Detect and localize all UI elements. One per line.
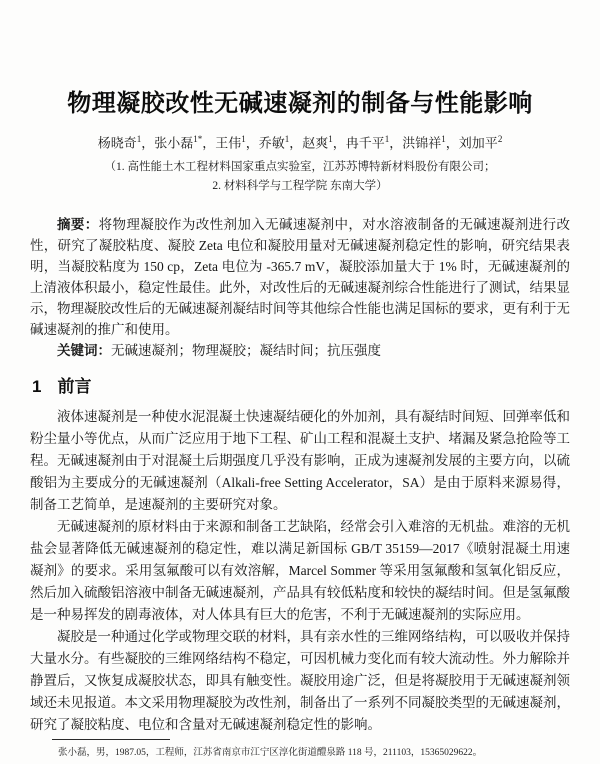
author: ，洪锦祥 (389, 135, 442, 151)
footnote-block (30, 731, 570, 760)
author: ，张小磊 (141, 135, 194, 151)
author: 杨晓奇 (97, 135, 137, 151)
footnote-text: 张小磊，男，1987.05，工程师，江苏省南京市江宁区淳化街道醴泉路 118 号，211103，15365029622。 (58, 748, 483, 758)
author: ，乔敏 (245, 135, 285, 151)
author-superscript: 1 (328, 134, 333, 144)
footnote-rule (52, 739, 170, 740)
affiliation-line-2: 2. 材料科学与工程学院 东南大学） (212, 180, 388, 193)
author-list (30, 128, 570, 154)
affiliation-line-1: （1. 高性能土木工程材料国家重点实验室，江苏苏博特新材料股份有限公司； (104, 161, 496, 174)
author-superscript: 1 (136, 134, 142, 144)
author-superscript: 2 (497, 134, 503, 144)
intro-paragraph-1: 液体速凝剂是一种使水泥混凝土快速凝结硬化的外加剂，具有凝结时间短、回弹率低和粉尘量小等优点，从而广泛应用于地下工程、矿山工程和混凝土支护、堵漏及紧急抢险等工程。无碱速凝剂由于对混凝土后期强度几乎没有影响，正成为速凝剂发展的主要方向，以硫酸铝为主要成分的无碱速凝剂（Alkali-free Setting Accelerator，SA）是由于原料来源易得，制备工艺简单，是速凝剂的主要研究对象。 (30, 409, 570, 513)
author: ，冉千平 (332, 135, 385, 151)
author: ，刘加平 (445, 135, 498, 151)
section-number: 1 (32, 377, 42, 397)
keywords-line (30, 340, 570, 361)
abstract-paragraph (30, 214, 570, 340)
abstract-text: 将物理凝胶作为改性剂加入无碱速凝剂中，对水溶液制备的无碱速凝剂进行改性，研究了凝胶粘度、凝胶 Zeta 电位和凝胶用量对无碱速凝剂稳定性的影响，研究结果表明，当凝胶粘度为 150 cp，Zeta 电位为 -365.7 mV，凝胶添加量大于 1% 时，无碱速凝剂的上清液体积最小，稳定性最佳。此外，对改性后的无碱速凝剂综合性能进行了测试，结果显示，物理凝胶改性后的无碱速凝剂凝结时间等其他综合性能也满足国标的要求，更有利于无碱速凝剂的推广和使用。 (30, 217, 570, 338)
intro-paragraph-2: 无碱速凝剂的原材料由于来源和制备工艺缺陷，经常会引入难溶的无机盐。难溶的无机盐会显著降低无碱速凝剂的稳定性，难以满足新国标 GB/T 35159—2017《喷射混凝土用速凝剂》的要求。采用氢氟酸可以有效溶解，Marcel Sommer 等采用氢氟酸和氢氧化铝反应，然后加入硫酸铝溶液中制备无碱速凝剂，产品具有较低粘度和较快的凝结时间。但是氢氟酸是一种易挥发的剧毒液体，对人体具有巨大的危害，不利于无碱速凝剂的实际应用。 (30, 519, 570, 623)
author-superscript: 1 (241, 134, 246, 144)
author-superscript: 1 (384, 134, 390, 144)
keywords-text: 无碱速凝剂；物理凝胶；凝结时间；抗压强度 (111, 343, 381, 359)
intro-paragraph-3: 凝胶是一种通过化学或物理交联的材料，具有亲水性的三维网络结构，可以吸收并保持大量水分。有些凝胶的三维网络结构不稳定，可因机械力变化而有较大流动性。外力解除并静置后，又恢复成凝胶状态，即具有触变性。凝胶用途广泛，但是将凝胶用于无碱速凝剂领域还未见报道。本文采用物理凝胶为改性剂，制备出了一系列不同凝胶类型的无碱速凝剂，研究了凝胶粘度、电位和含量对无碱速凝剂稳定性的影响。 (30, 629, 570, 733)
author-superscript: 1 (441, 134, 446, 144)
section-heading-intro (32, 375, 570, 398)
section-title: 前言 (57, 377, 92, 397)
author: ，王伟 (202, 135, 242, 151)
abstract-label: 摘要： (57, 217, 99, 233)
paper-title: 物理凝胶改性无碱速凝剂的制备与性能影响 (67, 90, 533, 117)
keywords-label: 关键词： (57, 343, 111, 359)
author-superscript: 1 (284, 134, 290, 144)
author-superscript: 1* (193, 134, 203, 144)
author: ，赵爽 (289, 135, 329, 151)
